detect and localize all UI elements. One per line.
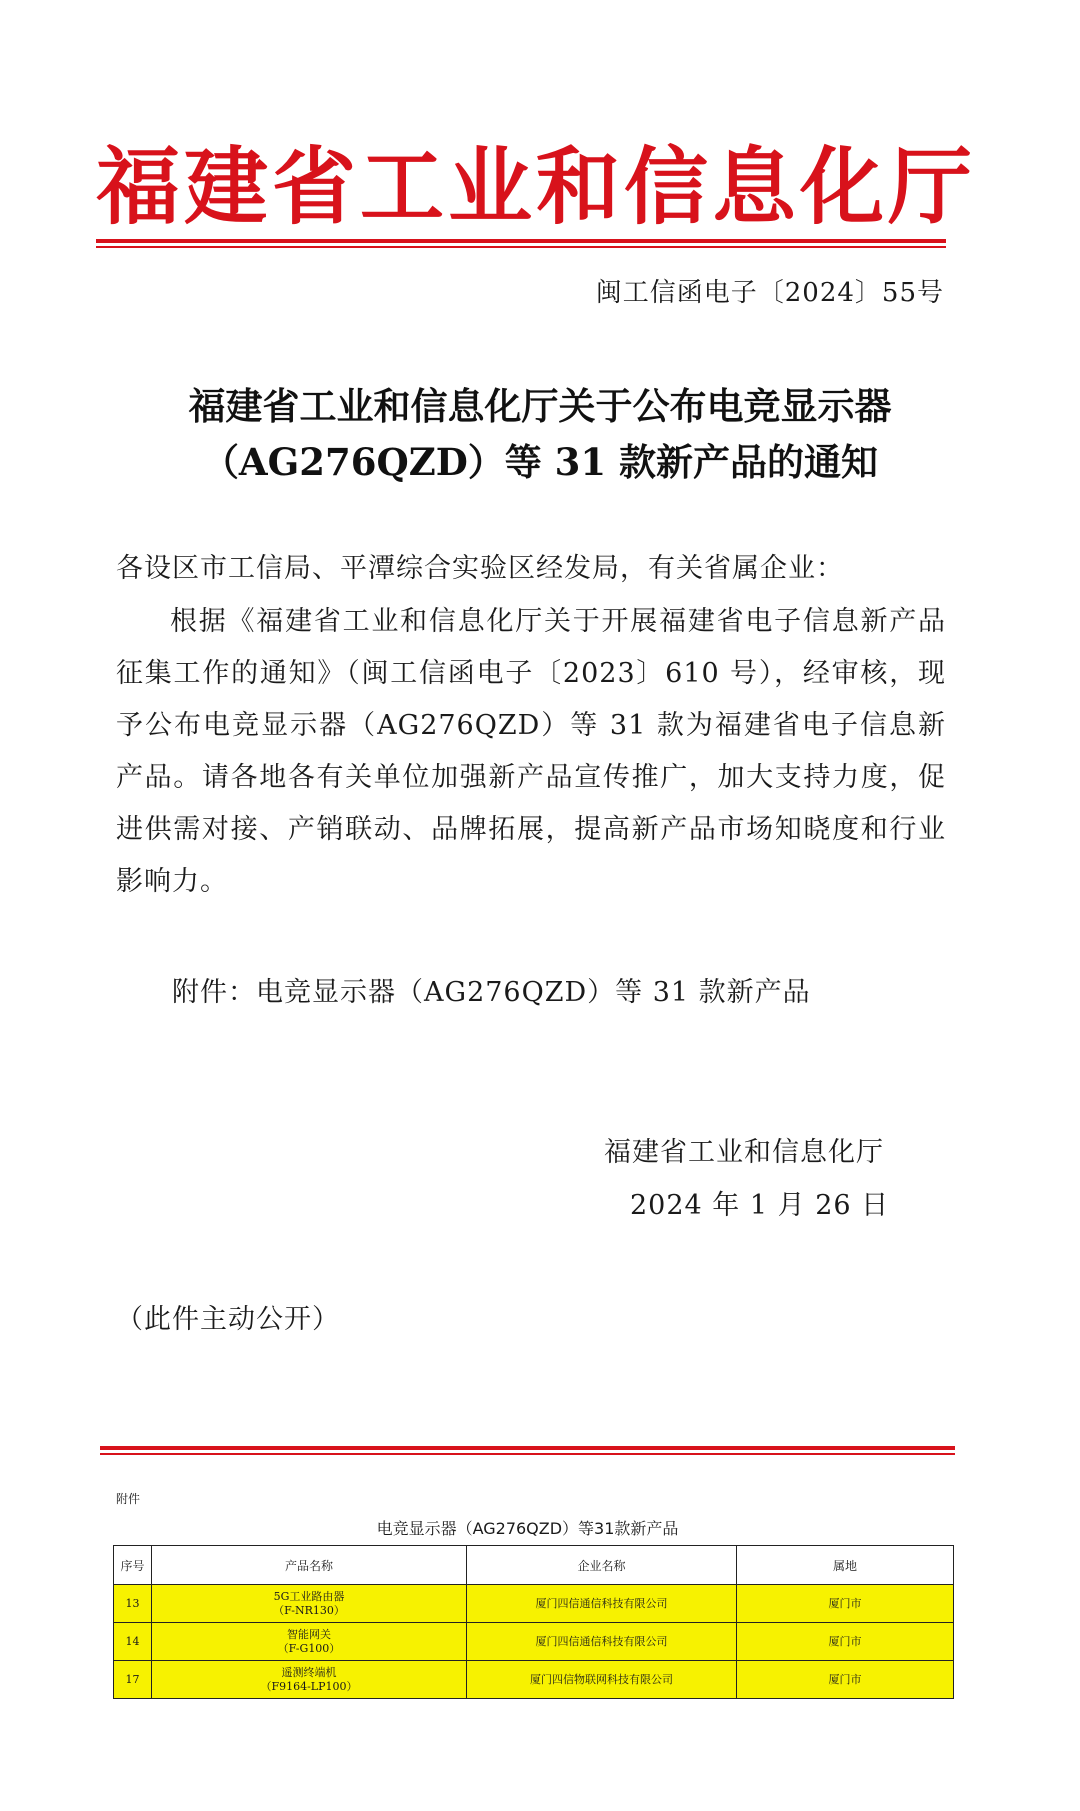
cell-company: 厦门四信通信科技有限公司 xyxy=(467,1585,737,1623)
column-header-number: 序号 xyxy=(114,1546,152,1585)
agency-letterhead-title: 福建省工业和信息化厅 xyxy=(96,138,977,236)
document-title xyxy=(90,378,990,490)
cell-product xyxy=(152,1585,467,1623)
annex-label: 附件 xyxy=(116,1492,141,1506)
letterhead-divider-thick xyxy=(96,239,946,243)
footer-divider-thick xyxy=(100,1446,955,1450)
signature-organization: 福建省工业和信息化厅 xyxy=(604,1137,884,1168)
product-name: 5G工业路由器 xyxy=(273,1589,345,1603)
salutation: 各设区市工信局、平潭综合实验区经发局，有关省属企业： xyxy=(116,553,844,584)
table-header-row xyxy=(114,1546,954,1585)
cell-location: 厦门市 xyxy=(737,1661,954,1699)
cell-number: 17 xyxy=(114,1661,152,1699)
footer-divider-thin xyxy=(100,1453,955,1455)
table-row xyxy=(114,1623,954,1661)
cell-product xyxy=(152,1661,467,1699)
cell-company: 厦门四信通信科技有限公司 xyxy=(467,1623,737,1661)
product-name: 遥测终端机 xyxy=(281,1665,337,1679)
body-paragraph: 根据《福建省工业和信息化厅关于开展福建省电子信息新产品征集工作的通知》（闽工信函电子〔2023〕610 号），经审核，现予公布电竞显示器（AG276QZD）等 31 款为福建省电子信息新产品。请各地各有关单位加强新产品宣传推广，加大支持力度，促进供需对接、产销联动、品牌拓展，提高新产品市场知晓度和行业影响力。 xyxy=(116,606,946,897)
cell-location: 厦门市 xyxy=(737,1623,954,1661)
product-model: （F9164-LP100） xyxy=(260,1679,358,1693)
column-header-product-name: 产品名称 xyxy=(152,1546,467,1585)
cell-product xyxy=(152,1623,467,1661)
product-name: 智能网关 xyxy=(287,1627,331,1641)
column-header-company: 企业名称 xyxy=(467,1546,737,1585)
annex-title: 电竞显示器（AG276QZD）等31款新产品 xyxy=(376,1519,679,1538)
signature-date: 2024 年 1 月 26 日 xyxy=(630,1190,890,1221)
document-title-line-1: 福建省工业和信息化厅关于公布电竞显示器 xyxy=(188,384,892,428)
cell-location: 厦门市 xyxy=(737,1585,954,1623)
table-row xyxy=(114,1661,954,1699)
products-table xyxy=(113,1545,954,1699)
cell-number: 14 xyxy=(114,1623,152,1661)
document-title-line-2: （AG276QZD）等 31 款新产品的通知 xyxy=(201,440,879,484)
disclosure-note: （此件主动公开） xyxy=(116,1304,340,1335)
cell-company: 厦门四信物联网科技有限公司 xyxy=(467,1661,737,1699)
column-header-location: 属地 xyxy=(737,1546,954,1585)
letterhead-divider-thin xyxy=(96,246,946,248)
product-model: （F-G100） xyxy=(277,1641,341,1655)
document-number: 闽工信函电子〔2024〕55号 xyxy=(595,278,944,308)
attachment-line: 附件：电竞显示器（AG276QZD）等 31 款新产品 xyxy=(172,977,811,1008)
cell-number: 13 xyxy=(114,1585,152,1623)
product-model: （F-NR130） xyxy=(273,1603,345,1617)
table-row xyxy=(114,1585,954,1623)
